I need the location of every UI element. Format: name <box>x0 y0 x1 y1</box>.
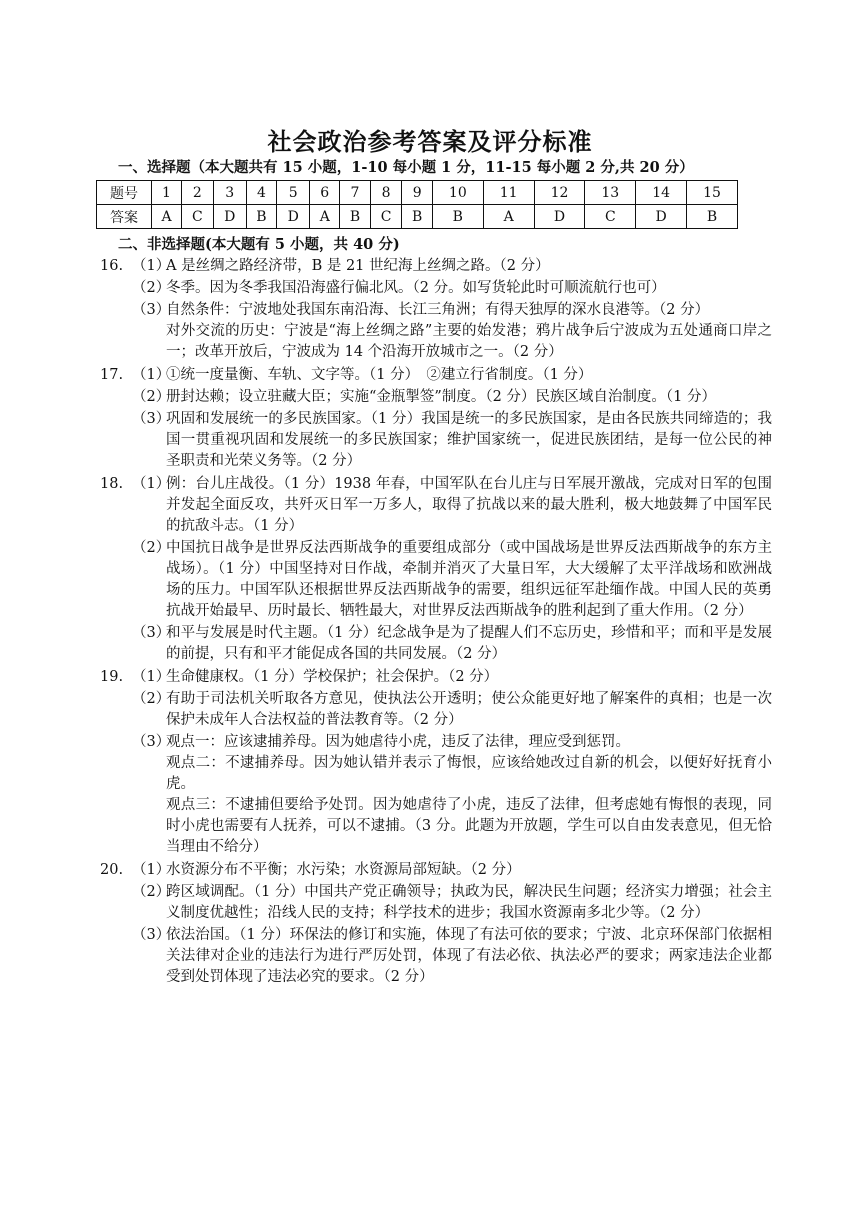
row-label-question-number: 题号 <box>97 181 152 205</box>
question-number-cell: 5 <box>277 181 310 205</box>
part-text <box>166 365 772 386</box>
question-body <box>132 474 772 666</box>
answer-cell: B <box>340 205 371 229</box>
answer-part <box>132 538 772 622</box>
part-extra-text: 观点三：不逮捕但要给予处罚。因为她虐待了小虎，违反了法律，但考虑她有悔恨的表现，同时小虎也需要有人抚养，可以不逮捕。（3 分。此题为开放题，学生可以自由发表意见，但无恰当理由不给分） <box>166 797 772 855</box>
part-text <box>166 387 772 408</box>
answer-cell: C <box>182 205 214 229</box>
section-1-heading: 一、选择题（本大题共有 15 小题，1-10 每小题 1 分，11-15 每小题 2 分,共 20 分） <box>118 159 694 176</box>
part-label: （3） <box>132 927 171 943</box>
section-2-heading: 二、非选择题(本大题有 5 小题，共 40 分) <box>118 236 400 253</box>
part-main-text: 中国抗日战争是世界反法西斯战争的重要组成部分（或中国战场是世界反法西斯战争的东方主战场）。（1 分）中国坚持对日作战，牵制并消灭了大量日军，大大缓解了太平洋战场和欧洲战场的压力。中国军队还根据世界反法西斯战争的需要，组织远征军赴缅作战。中国人民的英勇抗战开始最早、历时最长、牺牲最大，对世界反法西斯战争的胜利起到了重大作用。（2 分） <box>166 540 772 619</box>
part-extra-text: 对外交流的历史：宁波是“海上丝绸之路”主要的始发港；鸦片战争后宁波成为五处通商口岸之一；改革开放后，宁波成为 14 个沿海开放城市之一。（2 分） <box>166 323 772 360</box>
part-text <box>166 732 772 858</box>
part-label: （1） <box>132 258 171 274</box>
part-text <box>166 667 772 688</box>
part-text <box>166 538 772 622</box>
answer-table <box>96 180 738 229</box>
part-text <box>166 689 772 731</box>
part-text <box>166 256 772 277</box>
question-number-cell: 1 <box>152 181 182 205</box>
answer-cell: D <box>534 205 585 229</box>
question-body <box>132 667 772 859</box>
answer-part <box>132 623 772 665</box>
part-main-text: 有助于司法机关听取各方意见，使执法公开透明；使公众能更好地了解案件的真相；也是一次保护未成年人合法权益的普法教育等。（2 分） <box>166 691 772 728</box>
part-text <box>166 409 772 472</box>
part-text <box>166 278 772 299</box>
part-label: （3） <box>132 734 171 750</box>
answer-cell: B <box>432 205 483 229</box>
part-extra-text: 观点二：不逮捕养母。因为她认错并表示了悔恨，应该给她改过自新的机会，以便好好抚育小虎。 <box>166 755 772 792</box>
part-main-text: 自然条件：宁波地处我国东南沿海、长江三角洲；有得天独厚的深水良港等。（2 分） <box>166 302 710 318</box>
question-number-cell: 15 <box>687 181 738 205</box>
question-number: 20. <box>100 862 124 878</box>
question-block <box>100 667 772 859</box>
question-number: 17. <box>100 367 124 383</box>
question-number: 19. <box>100 669 124 685</box>
question-number-cell: 10 <box>432 181 483 205</box>
part-main-text: ①统一度量衡、车轨、文字等。（1 分） ②建立行省制度。（1 分） <box>166 367 593 383</box>
question-number-cell: 14 <box>636 181 687 205</box>
part-label: （2） <box>132 280 171 296</box>
answer-table-number-row <box>97 181 738 205</box>
question-number-cell: 8 <box>370 181 402 205</box>
answer-cell: D <box>636 205 687 229</box>
question-number: 18. <box>100 476 124 492</box>
row-label-answer: 答案 <box>97 205 152 229</box>
question-number-cell: 7 <box>340 181 371 205</box>
part-main-text: 依法治国。（1 分）环保法的修订和实施，体现了有法可依的要求；宁波、北京环保部门依据相关法律对企业的违法行为进行严厉处罚，体现了有法必依、执法必严的要求；两家违法企业都受到处罚体现了违法必究的要求。（2 分） <box>166 927 772 985</box>
part-main-text: 冬季。因为冬季我国沿海盛行偏北风。（2 分。如写货轮此时可顺流航行也可） <box>166 280 666 296</box>
part-label: （2） <box>132 389 171 405</box>
question-block <box>100 365 772 473</box>
answer-cell: C <box>370 205 402 229</box>
part-label: （1） <box>132 669 171 685</box>
part-main-text: 巩固和发展统一的多民族国家。（1 分）我国是统一的多民族国家，是由各民族共同缔造的；我国一贯重视巩固和发展统一的多民族国家；维护国家统一，促进民族团结，是每一位公民的神圣职责和光荣义务等。（2 分） <box>166 411 772 469</box>
part-label: （1） <box>132 476 171 492</box>
answer-part <box>132 925 772 988</box>
question-block <box>100 474 772 666</box>
part-text <box>166 925 772 988</box>
question-number-cell: 13 <box>585 181 636 205</box>
part-label: （3） <box>132 625 171 641</box>
question-block <box>100 860 772 989</box>
answer-cell: D <box>213 205 246 229</box>
part-label: （1） <box>132 367 171 383</box>
question-number-cell: 4 <box>246 181 277 205</box>
question-number-cell: 9 <box>402 181 433 205</box>
part-main-text: 观点一：应该逮捕养母。因为她虐待小虎，违反了法律，理应受到惩罚。 <box>166 734 630 750</box>
part-main-text: 水资源分布不平衡；水污染；水资源局部短缺。（2 分） <box>166 862 521 878</box>
answer-cell: A <box>483 205 534 229</box>
answer-part <box>132 667 772 688</box>
page-title: 社会政治参考答案及评分标准 <box>267 128 593 156</box>
answer-part <box>132 300 772 363</box>
part-label: （2） <box>132 884 171 900</box>
question-number-cell: 6 <box>310 181 340 205</box>
answer-cell: D <box>277 205 310 229</box>
part-main-text: 跨区域调配。（1 分）中国共产党正确领导；执政为民，解决民生问题；经济实力增强；社会主义制度优越性；沿线人民的支持；科学技术的进步；我国水资源南多北少等。（2 分） <box>166 884 772 921</box>
part-label: （3） <box>132 411 171 427</box>
answer-part <box>132 278 772 299</box>
answer-part <box>132 732 772 858</box>
question-body <box>132 860 772 989</box>
question-body <box>132 256 772 364</box>
answer-part <box>132 256 772 277</box>
answer-table-answer-row <box>97 205 738 229</box>
part-text <box>166 300 772 363</box>
answer-part <box>132 860 772 881</box>
answer-part <box>132 474 772 537</box>
question-number-cell: 3 <box>213 181 246 205</box>
part-main-text: 册封达赖；设立驻藏大臣；实施“金瓶掣签”制度。（2 分）民族区域自治制度。（1 分） <box>166 389 716 405</box>
part-text <box>166 474 772 537</box>
answer-content <box>100 256 772 989</box>
answer-part <box>132 882 772 924</box>
answer-cell: A <box>310 205 340 229</box>
part-main-text: 例：台儿庄战役。（1 分）1938 年春，中国军队在台儿庄与日军展开激战，完成对日军的包围并发起全面反攻，共歼灭日军一万多人，取得了抗战以来的最大胜利，极大地鼓舞了中国军民的抗敌斗志。（1 分） <box>166 476 772 534</box>
part-main-text: 和平与发展是时代主题。（1 分）纪念战争是为了提醒人们不忘历史，珍惜和平；而和平是发展的前提，只有和平才能促成各国的共同发展。（2 分） <box>166 625 772 662</box>
part-label: （1） <box>132 862 171 878</box>
question-number-cell: 12 <box>534 181 585 205</box>
part-text <box>166 623 772 665</box>
answer-cell: A <box>152 205 182 229</box>
part-text <box>166 882 772 924</box>
part-main-text: 生命健康权。（1 分）学校保护；社会保护。（2 分） <box>166 669 499 685</box>
answer-part <box>132 387 772 408</box>
part-main-text: A 是丝绸之路经济带，B 是 21 世纪海上丝绸之路。（2 分） <box>166 258 550 274</box>
answer-part <box>132 689 772 731</box>
question-number: 16. <box>100 258 124 274</box>
answer-part <box>132 365 772 386</box>
question-number-cell: 2 <box>182 181 214 205</box>
answer-cell: B <box>687 205 738 229</box>
answer-cell: C <box>585 205 636 229</box>
part-text <box>166 860 772 881</box>
part-label: （2） <box>132 691 171 707</box>
question-number-cell: 11 <box>483 181 534 205</box>
answer-cell: B <box>246 205 277 229</box>
question-body <box>132 365 772 473</box>
part-label: （3） <box>132 302 171 318</box>
question-block <box>100 256 772 364</box>
part-label: （2） <box>132 540 171 556</box>
answer-part <box>132 409 772 472</box>
answer-cell: B <box>402 205 433 229</box>
